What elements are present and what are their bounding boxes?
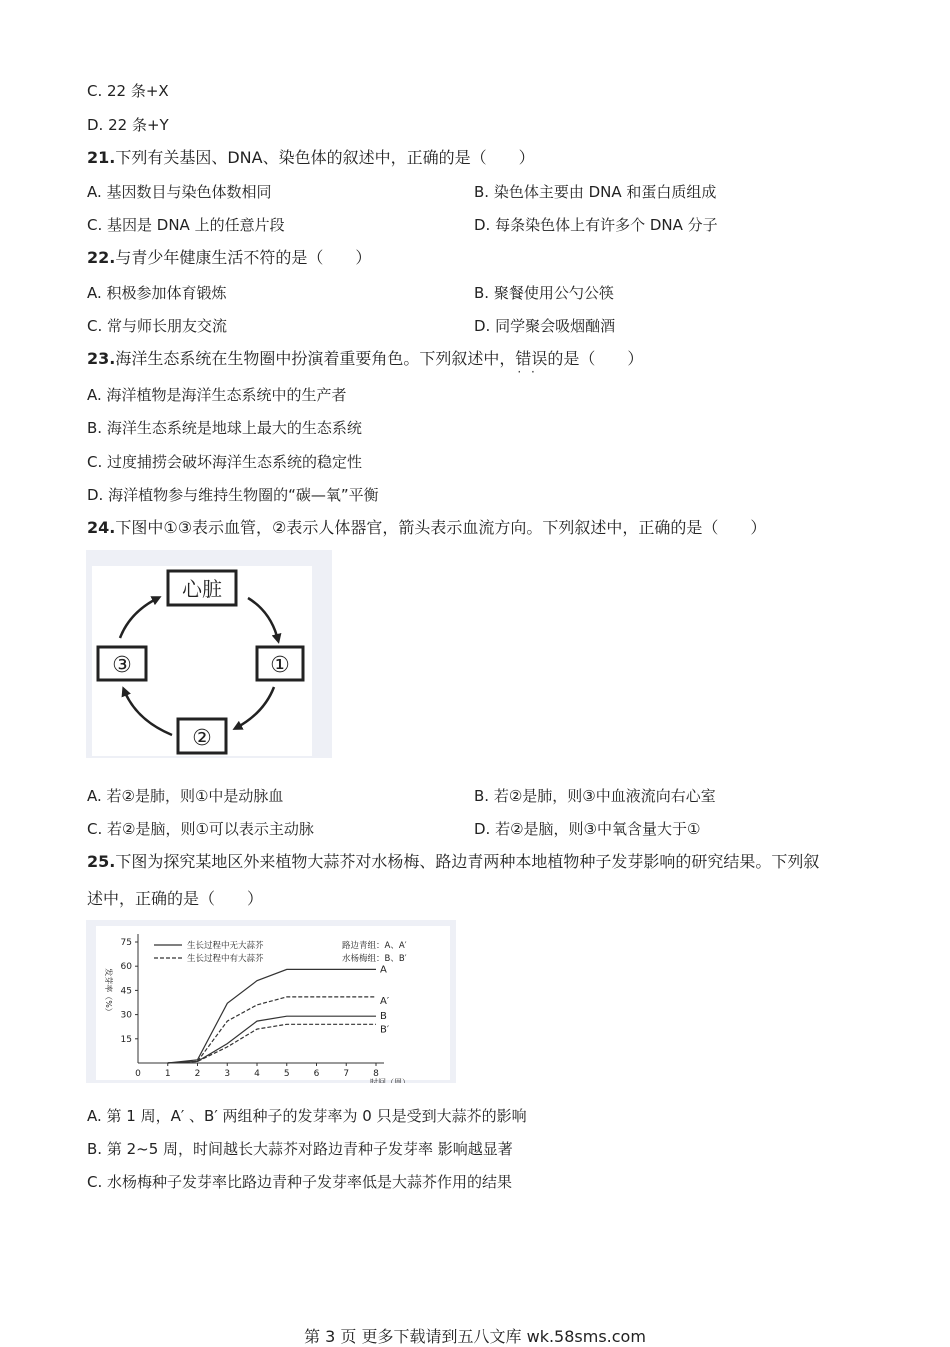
q22-option-b: B. 聚餐使用公勺公筷	[474, 284, 614, 302]
q25-option-c: C. 水杨梅种子发芽率比路边青种子发芽率低是大蒜芥作用的结果	[87, 1173, 513, 1191]
q24-stem	[87, 518, 766, 538]
q24-text: 下图中①③表示血管，②表示人体器官，箭头表示血流方向。下列叙述中，正确的是（ ）	[115, 518, 767, 537]
q24-option-c: C. 若②是脑，则①可以表示主动脉	[87, 820, 314, 838]
q25-stem-line1	[87, 852, 819, 872]
germination-chart	[86, 920, 456, 1083]
vessel-3-label: ③	[112, 653, 132, 678]
page-footer: 第 3 页 更多下载请到五八文库 wk.58sms.com	[304, 1327, 646, 1346]
q23-number: 23.	[87, 349, 116, 368]
x-axis-label: 时间（周）	[370, 1078, 410, 1083]
q21-number: 21.	[87, 148, 116, 167]
y-tick-label: 15	[120, 1034, 132, 1045]
q21-option-c: C. 基因是 DNA 上的任意片段	[87, 216, 285, 234]
legend-group-a: 路边青组：A、A′	[342, 941, 407, 951]
x-tick-label: 3	[224, 1069, 231, 1079]
q23-option-b: B. 海洋生态系统是地球上最大的生态系统	[87, 419, 362, 437]
x-tick-label: 1	[164, 1069, 171, 1079]
organ-2-label: ②	[192, 726, 212, 751]
x-tick-label: 2	[194, 1069, 201, 1079]
circulation-diagram	[86, 550, 332, 758]
series-label-Bprime: B′	[380, 1024, 390, 1036]
q23-option-a: A. 海洋植物是海洋生态系统中的生产者	[87, 386, 347, 404]
x-tick-label: 4	[254, 1069, 260, 1079]
q24-option-a: A. 若②是肺，则①中是动脉血	[87, 787, 284, 805]
q23-text-pre: 海洋生态系统在生物圈中扮演着重要角色。下列叙述中，	[115, 349, 516, 368]
series-label-A: A	[380, 964, 387, 976]
q21-text: 下列有关基因、DNA、染色体的叙述中，正确的是（ ）	[115, 148, 535, 167]
q21-option-b: B. 染色体主要由 DNA 和蛋白质组成	[474, 183, 717, 201]
y-tick-label: 45	[120, 986, 132, 997]
q23-emphasis: 错误 · ·	[515, 349, 547, 368]
y-tick-label: 75	[120, 938, 132, 948]
q20-option-c: C. 22 条+X	[87, 82, 169, 100]
x-tick-label: 7	[343, 1069, 350, 1079]
q24-option-b: B. 若②是肺，则③中血液流向右心室	[474, 787, 716, 805]
q25-option-b: B. 第 2~5 周，时间越长大蒜芥对路边青种子发芽率 影响越显著	[87, 1140, 513, 1158]
organ-2-box	[178, 719, 226, 753]
legend-dashed-label: 生长过程中有大蒜芥	[187, 954, 264, 964]
q25-number: 25.	[87, 852, 116, 871]
q23-text-post: 的是（ ）	[547, 349, 644, 368]
q23-stem	[87, 349, 643, 369]
q21-option-d: D. 每条染色体上有许多个 DNA 分子	[474, 216, 718, 234]
q22-option-a: A. 积极参加体育锻炼	[87, 284, 227, 302]
q22-number: 22.	[87, 248, 116, 267]
q22-option-d: D. 同学聚会吸烟酗酒	[474, 317, 616, 335]
series-label-Aprime: A′	[380, 995, 390, 1007]
q23-option-c: C. 过度捕捞会破坏海洋生态系统的稳定性	[87, 453, 363, 471]
q25-text-1: 下图为探究某地区外来植物大蒜芥对水杨梅、路边青两种本地植物种子发芽影响的研究结果。下列叙	[115, 852, 820, 871]
vessel-3-box	[98, 647, 146, 680]
y-tick-label: 30	[120, 1010, 132, 1021]
q21-stem	[87, 148, 535, 168]
q25-stem-line2: 述中，正确的是（ ）	[87, 889, 264, 908]
vessel-1-box	[257, 647, 303, 680]
heart-label: 心脏	[182, 577, 222, 601]
q23-option-d: D. 海洋植物参与维持生物圈的“碳—氧”平衡	[87, 486, 379, 504]
y-tick-label: 60	[120, 962, 132, 973]
x-tick-label: 6	[313, 1069, 320, 1079]
x-tick-label: 8	[373, 1069, 379, 1079]
legend-solid-label: 生长过程中无大蒜芥	[187, 941, 264, 951]
x-tick-label: 0	[135, 1069, 141, 1079]
q21-option-a: A. 基因数目与染色体数相同	[87, 183, 272, 201]
q25-option-a: A. 第 1 周，A′ 、B′ 两组种子的发芽率为 0 只是受到大蒜芥的影响	[87, 1107, 527, 1125]
q20-option-d: D. 22 条+Y	[87, 116, 169, 134]
q22-stem	[87, 248, 371, 268]
q24-number: 24.	[87, 518, 116, 537]
q22-text: 与青少年健康生活不符的是（ ）	[115, 248, 372, 267]
q24-option-d: D. 若②是脑，则③中氧含量大于①	[474, 820, 701, 838]
legend-group-b: 水杨梅组：B、B′	[342, 954, 407, 964]
q22-option-c: C. 常与师长朋友交流	[87, 317, 228, 335]
vessel-1-label: ①	[270, 653, 290, 678]
series-label-B: B	[380, 1011, 387, 1023]
heart-box	[168, 571, 236, 605]
x-tick-label: 5	[283, 1069, 290, 1079]
y-axis-label: 发芽率（%）	[104, 968, 113, 1016]
